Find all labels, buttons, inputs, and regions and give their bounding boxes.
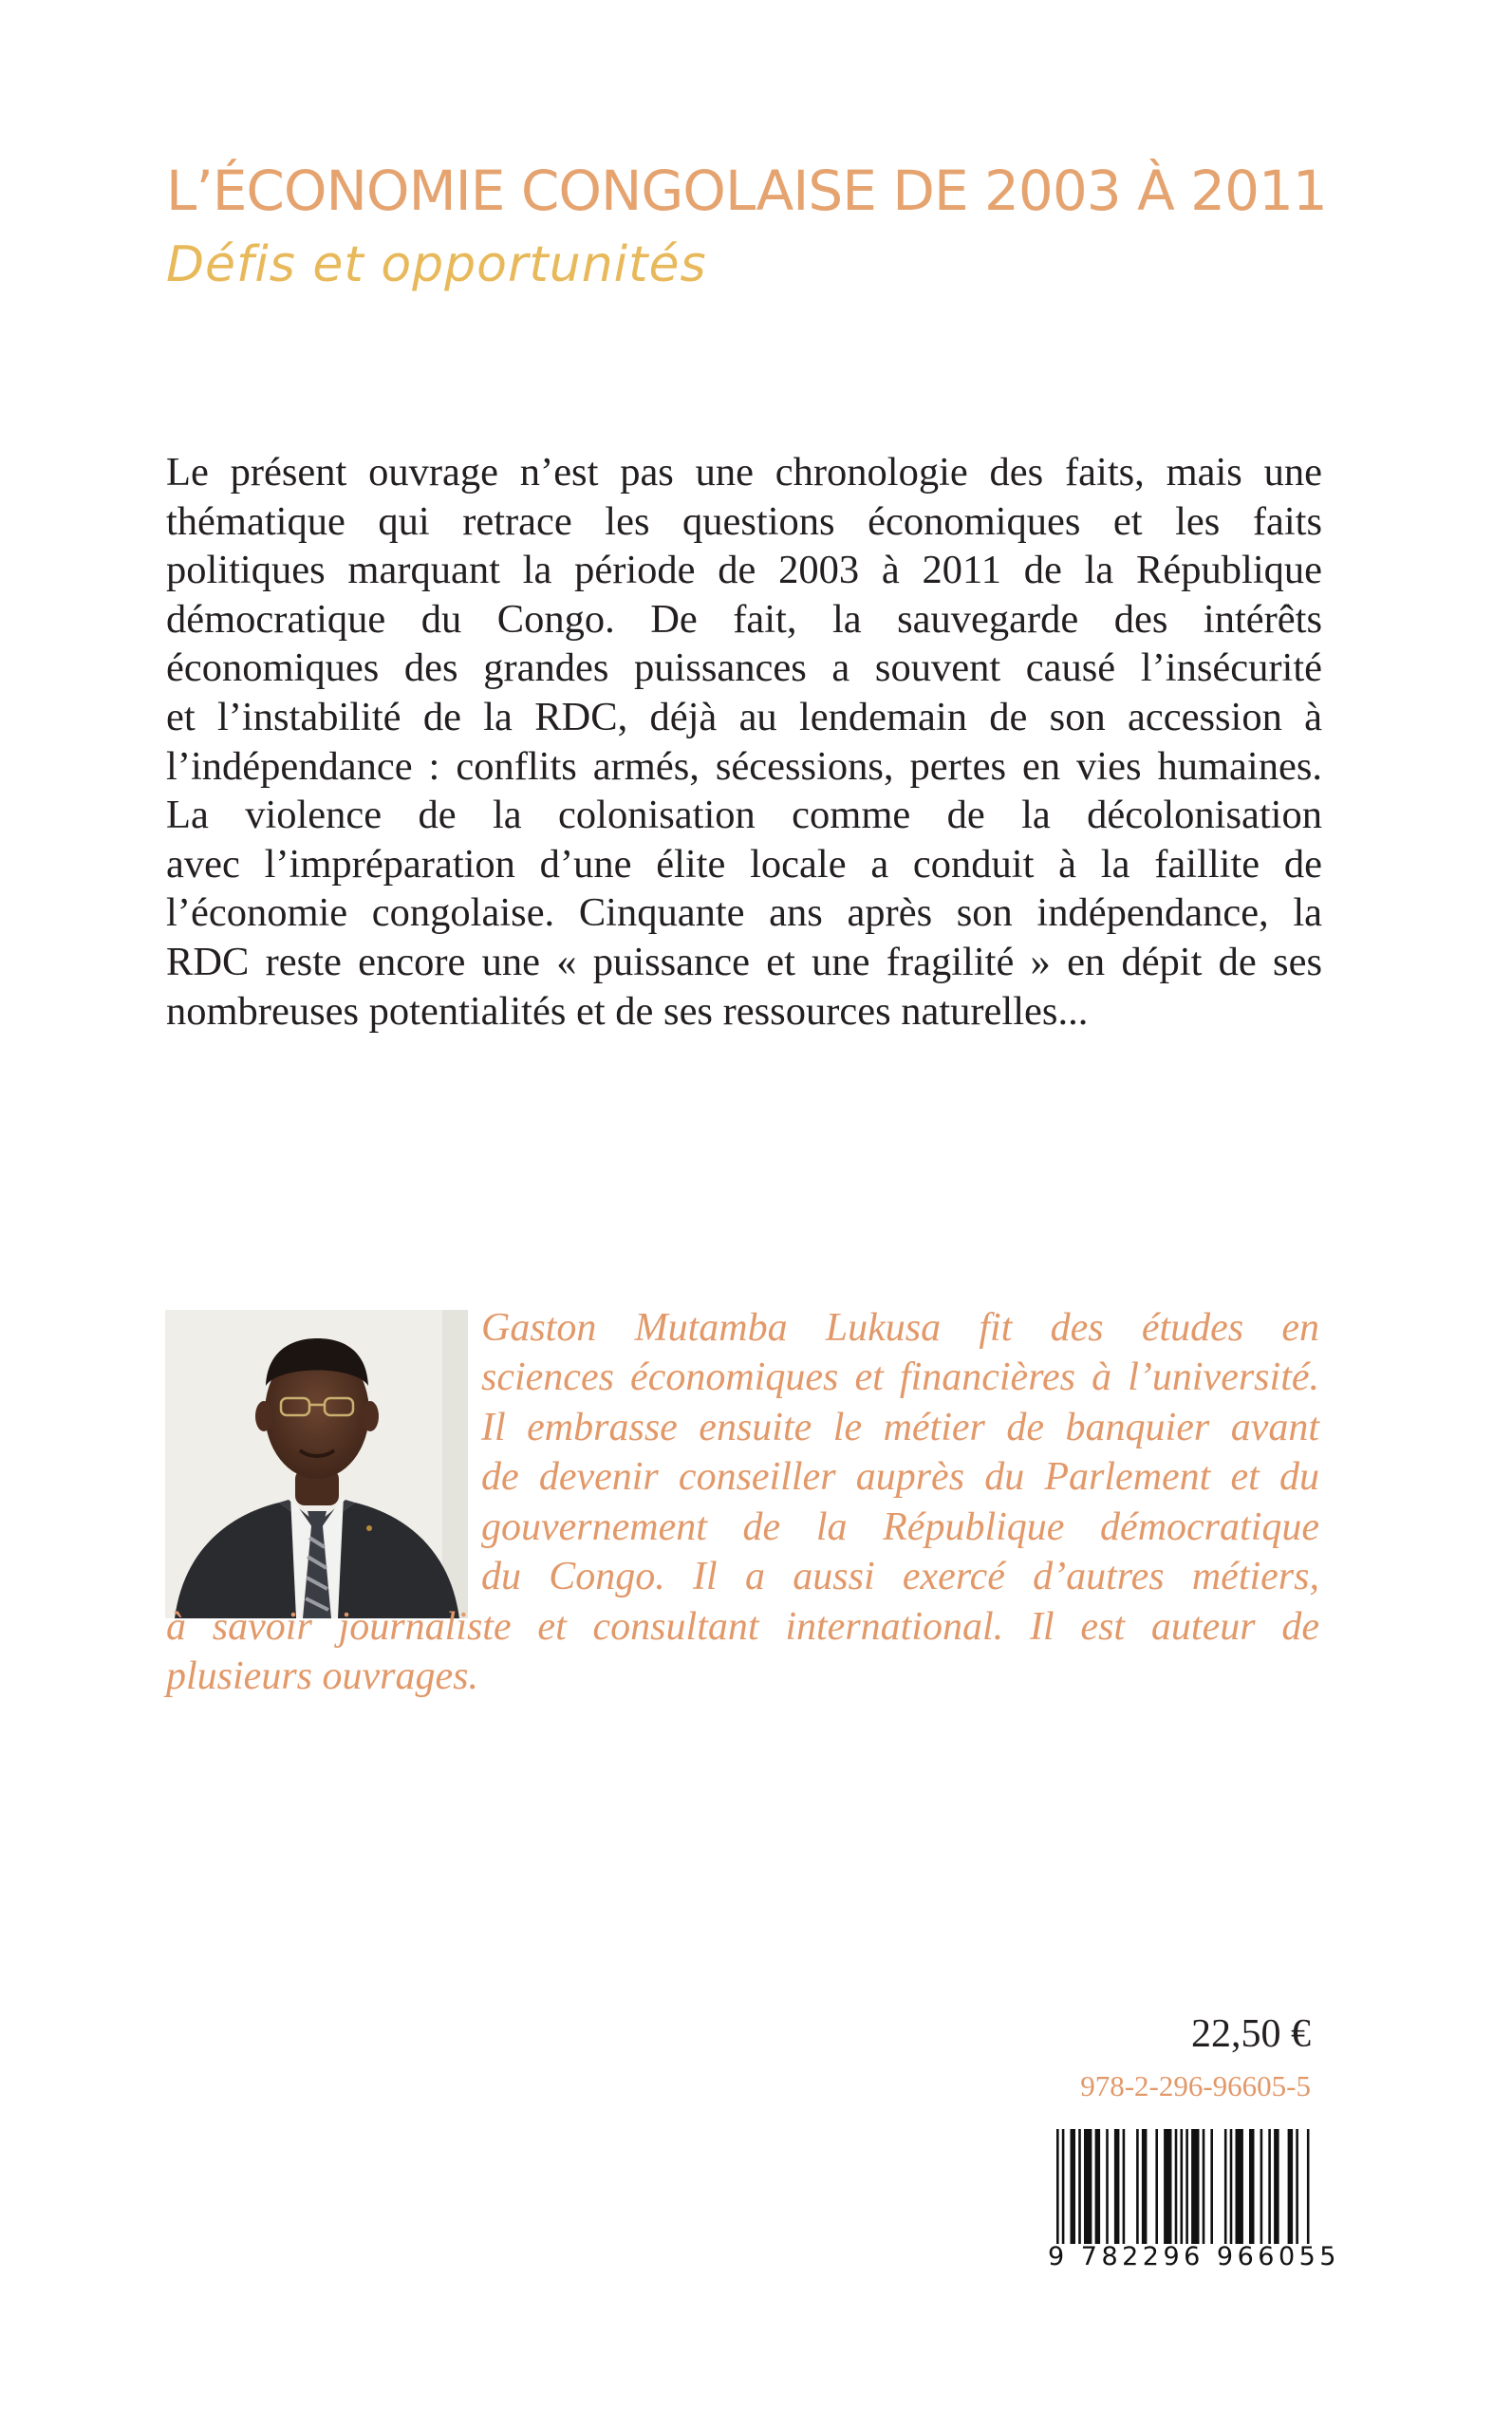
barcode-bar bbox=[1296, 2129, 1298, 2247]
price: 22,50 € bbox=[1191, 2012, 1311, 2056]
summary-line: La violence de la colonisation comme de la décolonisation bbox=[166, 793, 1322, 838]
bio-line: sciences économiques et financières à l’université. bbox=[481, 1355, 1319, 1399]
barcode-bar bbox=[1164, 2129, 1171, 2247]
summary-line: et l’instabilité de la RDC, déjà au lendemain de son accession à bbox=[166, 694, 1322, 739]
summary-line: économiques des grandes puissances a souvent causé l’insécurité bbox=[166, 645, 1322, 691]
barcode-bar bbox=[1203, 2129, 1205, 2247]
barcode-bar bbox=[1071, 2129, 1076, 2247]
bio-line: Gaston Mutamba Lukusa fit des études en bbox=[481, 1306, 1319, 1350]
barcode-bar bbox=[1236, 2129, 1243, 2247]
summary-line: avec l’impréparation d’une élite locale a conduit à la faillite de bbox=[166, 841, 1322, 887]
barcode-bar bbox=[1095, 2129, 1101, 2247]
barcode-bar bbox=[1142, 2129, 1148, 2247]
book-summary bbox=[166, 448, 1322, 1036]
barcode-bar bbox=[1175, 2129, 1178, 2247]
barcode-bar bbox=[1136, 2129, 1139, 2247]
barcode-bar bbox=[1224, 2129, 1227, 2247]
barcode-bar bbox=[1230, 2129, 1233, 2247]
barcode-bar bbox=[1274, 2129, 1279, 2247]
summary-line: politiques marquant la période de 2003 à 2011 de la République bbox=[166, 548, 1322, 593]
barcode-bar bbox=[1123, 2129, 1126, 2247]
summary-line: thématique qui retrace les questions économiques et les faits bbox=[166, 498, 1322, 544]
summary-line: l’indépendance : conflits armés, sécessions, pertes en vies humaines. bbox=[166, 743, 1322, 789]
barcode-bar bbox=[1260, 2129, 1263, 2247]
barcode-bar bbox=[1249, 2129, 1255, 2247]
barcode-bar bbox=[1114, 2129, 1120, 2247]
bio-line: gouvernement de la République démocratique bbox=[481, 1505, 1319, 1549]
summary-line: nombreuses potentialités et de ses ressources naturelles... bbox=[166, 988, 1089, 1034]
book-title: L’ÉCONOMIE CONGOLAISE DE 2003 À 2011 bbox=[166, 159, 1327, 223]
barcode-digits: 9 782296 966055 bbox=[1048, 2242, 1340, 2271]
summary-line: RDC reste encore une « puissance et une fragilité » en dépit de ses bbox=[166, 939, 1322, 984]
barcode-bar bbox=[1288, 2129, 1294, 2247]
barcode-bar bbox=[1084, 2129, 1092, 2247]
summary-line: l’économie congolaise. Cinquante ans après son indépendance, la bbox=[166, 890, 1322, 936]
barcode-bar bbox=[1106, 2129, 1109, 2247]
author-photo bbox=[165, 1310, 468, 1618]
barcode-bar bbox=[1210, 2129, 1213, 2247]
bio-line: du Congo. Il a aussi exercé d’autres métiers, bbox=[481, 1555, 1319, 1598]
book-subtitle: Défis et opportunités bbox=[166, 236, 707, 293]
barcode-bar bbox=[1268, 2129, 1271, 2247]
isbn: 978-2-296-96605-5 bbox=[1080, 2069, 1311, 2102]
barcode-bar bbox=[1078, 2129, 1081, 2247]
summary-line: Le présent ouvrage n’est pas une chronologie des faits, mais une bbox=[166, 450, 1322, 495]
bio-line: à savoir journaliste et consultant international. Il est auteur de bbox=[166, 1605, 1319, 1649]
summary-line: démocratique du Congo. De fait, la sauvegarde des intérêts bbox=[166, 596, 1322, 642]
bio-line: plusieurs ouvrages. bbox=[166, 1654, 478, 1698]
bio-line: de devenir conseiller auprès du Parlement et du bbox=[481, 1455, 1319, 1499]
barcode-bar bbox=[1155, 2129, 1158, 2247]
bio-line: Il embrasse ensuite le métier de banquier avant bbox=[481, 1406, 1319, 1449]
